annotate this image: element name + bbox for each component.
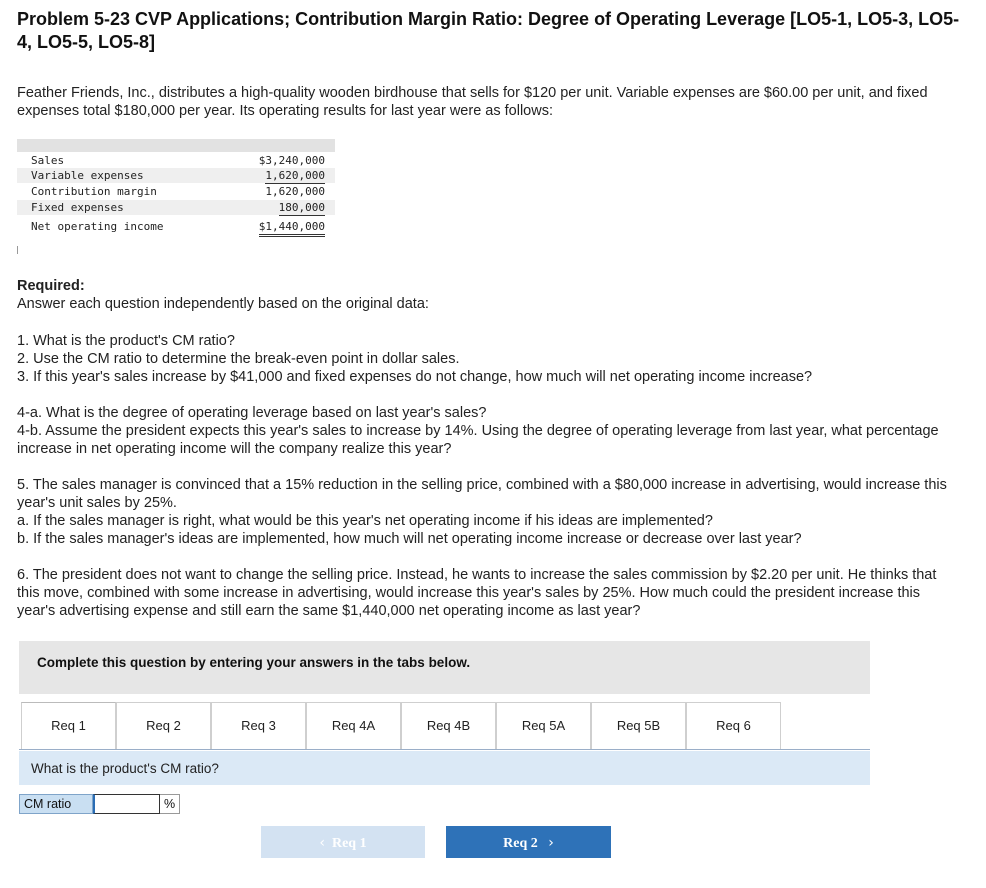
question-4b: 4-b. Assume the president expects this year's sales to increase by 14%. Using the degree of operating leverage from last year, what percentage increase in net operating income will the company realize this year? (17, 423, 939, 457)
cm-ratio-label: CM ratio (19, 794, 93, 814)
statement-label: Fixed expenses (31, 201, 124, 214)
question-text: What is the product's CM ratio? (31, 761, 219, 776)
question-1: 1. What is the product's CM ratio? (17, 333, 235, 349)
income-statement (17, 139, 335, 253)
next-button-label: Req 2 (503, 836, 538, 851)
statement-label: Contribution margin (31, 185, 157, 198)
tab-req-4a[interactable]: Req 4A (306, 702, 401, 749)
tab-req-5b[interactable]: Req 5B (591, 702, 686, 749)
chevron-right-icon: › (548, 835, 554, 851)
requirement-tabs (19, 702, 870, 750)
question-2: 2. Use the CM ratio to determine the break-even point in dollar sales. (17, 351, 460, 367)
statement-label: Sales (31, 154, 65, 167)
statement-row-variable (17, 168, 335, 183)
tab-req-3[interactable]: Req 3 (211, 702, 306, 749)
tab-divider (19, 749, 870, 750)
question-3: 3. If this year's sales increase by $41,000 and fixed expenses do not change, how much will net operating income increase? (17, 369, 813, 385)
question-5b: b. If the sales manager's ideas are implemented, how much will net operating income increase or decrease over last year? (17, 531, 802, 547)
question-4a: 4-a. What is the degree of operating leverage based on last year's sales? (17, 405, 487, 421)
intro-text: Feather Friends, Inc., distributes a high-quality wooden birdhouse that sells for $120 per unit. Variable expenses are $60.00 per unit, and fixed expenses total $180,000 per year. Its operating results for last year were as follows: (17, 85, 928, 119)
statement-header-bar (17, 139, 335, 152)
statement-row-fixed (17, 200, 335, 215)
prev-button-label: Req 1 (331, 836, 367, 851)
tab-req-1[interactable]: Req 1 (21, 702, 116, 749)
instruction-panel (19, 641, 870, 694)
statement-value: 1,620,000 (265, 169, 325, 182)
question-5: 5. The sales manager is convinced that a 15% reduction in the selling price, combined with a $80,000 increase in advertising, would increase this year's unit sales by 25%. (17, 477, 947, 511)
statement-divider (17, 246, 18, 254)
problem-title: Problem 5-23 CVP Applications; Contribution Margin Ratio: Degree of Operating Leverage [LO5-1, LO5-3, LO5-4, LO5-5, LO5-8] (17, 9, 960, 52)
cm-ratio-input[interactable] (93, 794, 160, 814)
statement-label: Variable expenses (31, 169, 144, 182)
required-heading: Required: (17, 278, 85, 294)
statement-value: 180,000 (278, 201, 325, 214)
statement-value: 1,620,000 (265, 185, 325, 198)
question-6: 6. The president does not want to change the selling price. Instead, he wants to increase the sales commission by $2.20 per unit. He thinks that this move, combined with some increase in advertising, would increase this year's sales by 25%. How much could the president increase this year's advertising expense and still earn the same $1,440,000 net operating income as last year? (17, 567, 937, 619)
tab-req-4b[interactable]: Req 4B (401, 702, 496, 749)
statement-label: Net operating income (31, 220, 164, 233)
statement-row-contribution (17, 184, 335, 199)
tab-req-6[interactable]: Req 6 (686, 702, 781, 749)
question-banner (19, 751, 870, 785)
required-subheading: Answer each question independently based on the original data: (17, 296, 429, 312)
chevron-left-icon: ‹ (319, 835, 325, 851)
statement-value: $3,240,000 (258, 154, 325, 167)
instruction-text: Complete this question by entering your answers in the tabs below. (37, 655, 471, 670)
prev-button[interactable] (261, 826, 425, 858)
question-5a: a. If the sales manager is right, what would be this year's net operating income if his ideas are implemented? (17, 513, 713, 529)
statement-row-noi (17, 219, 335, 234)
next-button[interactable] (446, 826, 611, 858)
statement-row-sales (17, 153, 335, 168)
statement-value: $1,440,000 (259, 219, 325, 237)
tab-req-2[interactable]: Req 2 (116, 702, 211, 749)
percent-unit: % (160, 794, 180, 814)
tab-req-5a[interactable]: Req 5A (496, 702, 591, 749)
